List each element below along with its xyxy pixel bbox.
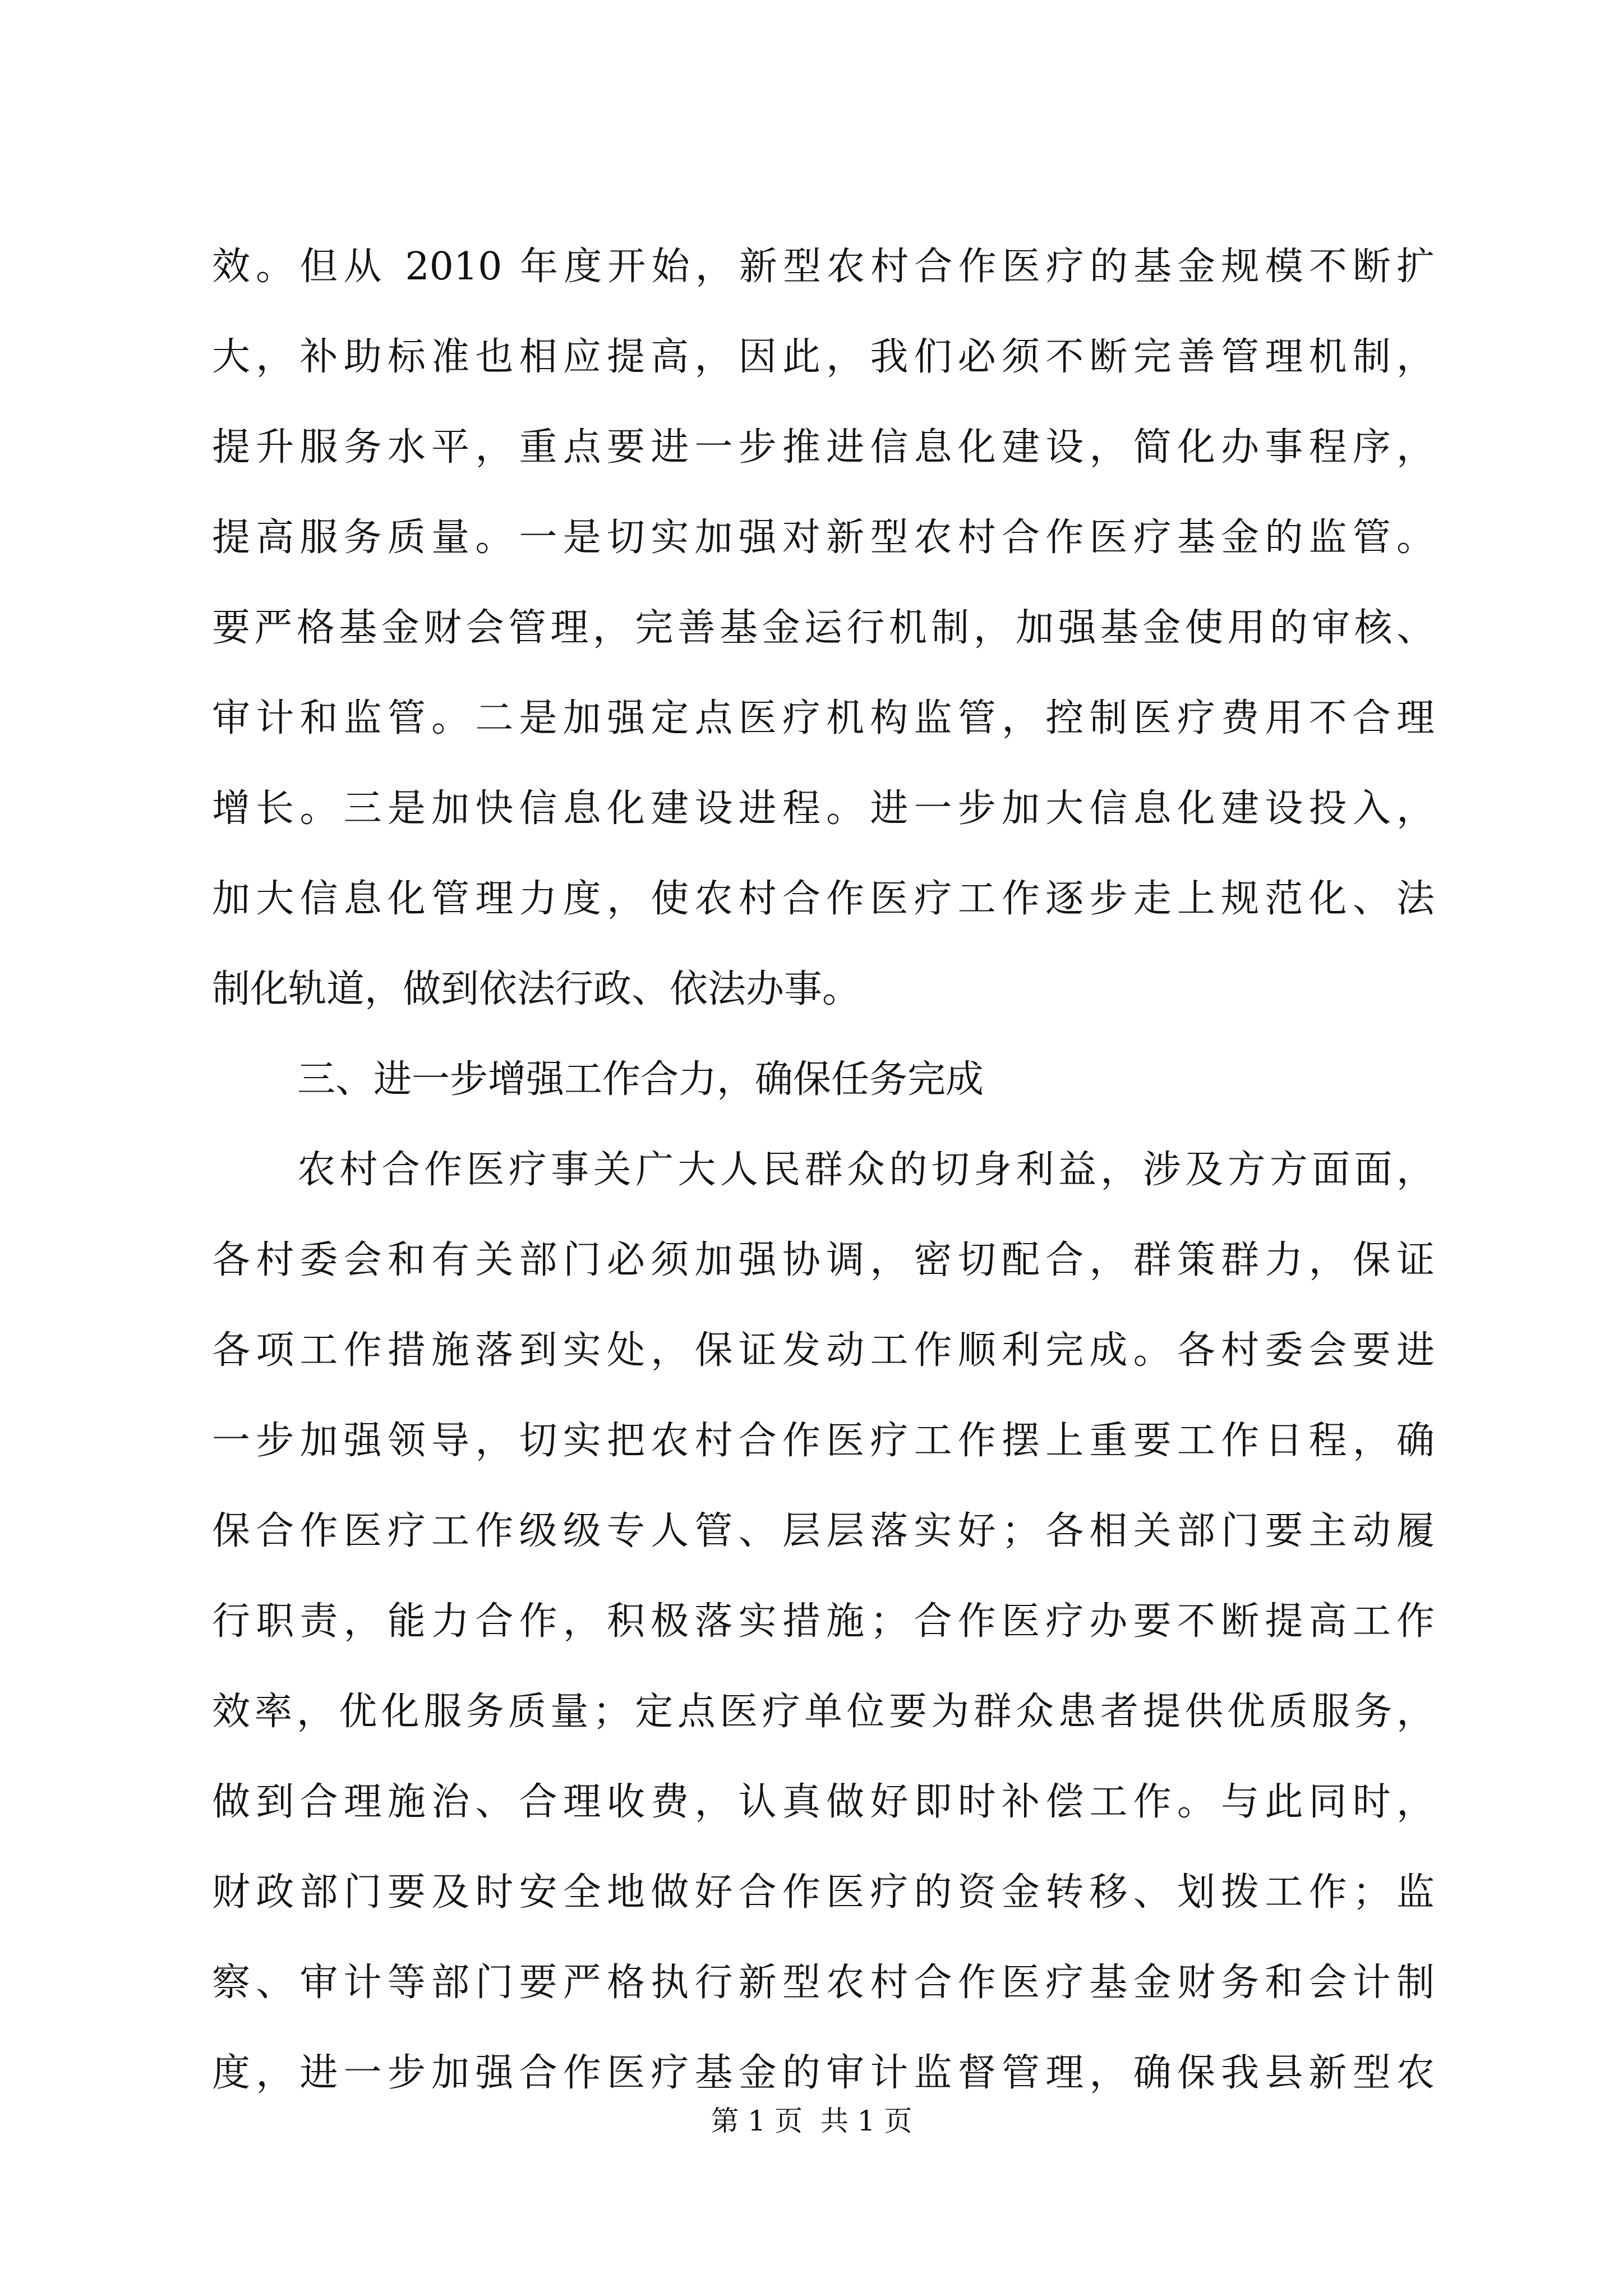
paragraph-line: 制化轨道，做到依法行政、依法办事。 <box>212 967 861 1011</box>
paragraph-line: 一步加强领导，切实把农村合作医疗工作摆上重要工作日程，确 <box>212 1419 1435 1463</box>
page-number-footer: 第 1 页 共 1 页 <box>711 2105 912 2137</box>
paragraph-line: 大，补助标准也相应提高，因此，我们必须不断完善管理机制， <box>212 335 1435 379</box>
paragraph-line: 各村委会和有关部门必须加强协调，密切配合，群策群力，保证 <box>212 1238 1435 1282</box>
paragraph-line: 提升服务水平，重点要进一步推进信息化建设，简化办事程序， <box>212 425 1435 470</box>
paragraph-line: 度，进一步加强合作医疗基金的审计监督管理，确保我县新型农 <box>212 2051 1435 2095</box>
paragraph-line: 效。但从 2010 年度开始，新型农村合作医疗的基金规模不断扩 <box>212 245 1435 289</box>
paragraph-line: 农村合作医疗事关广大人民群众的切身利益，涉及方方面面， <box>297 1148 1435 1192</box>
paragraph-line: 保合作医疗工作级级专人管、层层落实好；各相关部门要主动履 <box>212 1509 1435 1553</box>
paragraph-line: 做到合理施治、合理收费，认真做好即时补偿工作。与此同时， <box>212 1780 1435 1824</box>
paragraph-line: 察、审计等部门要严格执行新型农村合作医疗基金财务和会计制 <box>212 1961 1435 2005</box>
paragraph-line: 提高服务质量。一是切实加强对新型农村合作医疗基金的监管。 <box>212 516 1435 560</box>
paragraph-line: 财政部门要及时安全地做好合作医疗的资金转移、划拨工作；监 <box>212 1870 1435 1915</box>
paragraph-line: 增长。三是加快信息化建设进程。进一步加大信息化建设投入， <box>212 786 1435 831</box>
paragraph-line: 审计和监管。二是加强定点医疗机构监管，控制医疗费用不合理 <box>212 696 1435 740</box>
paragraph-line: 加大信息化管理力度，使农村合作医疗工作逐步走上规范化、法 <box>212 877 1435 921</box>
paragraph-line: 要严格基金财会管理，完善基金运行机制，加强基金使用的审核、 <box>212 606 1435 650</box>
paragraph-line: 行职责，能力合作，积极落实措施；合作医疗办要不断提高工作 <box>212 1599 1435 1644</box>
document-body <box>212 222 1435 2118</box>
paragraph-line: 效率，优化服务质量；定点医疗单位要为群众患者提供优质服务， <box>212 1690 1435 1734</box>
section-heading: 三、进一步增强工作合力，确保任务完成 <box>297 1057 984 1102</box>
paragraph-line: 各项工作措施落到实处，保证发动工作顺利完成。各村委会要进 <box>212 1328 1435 1373</box>
